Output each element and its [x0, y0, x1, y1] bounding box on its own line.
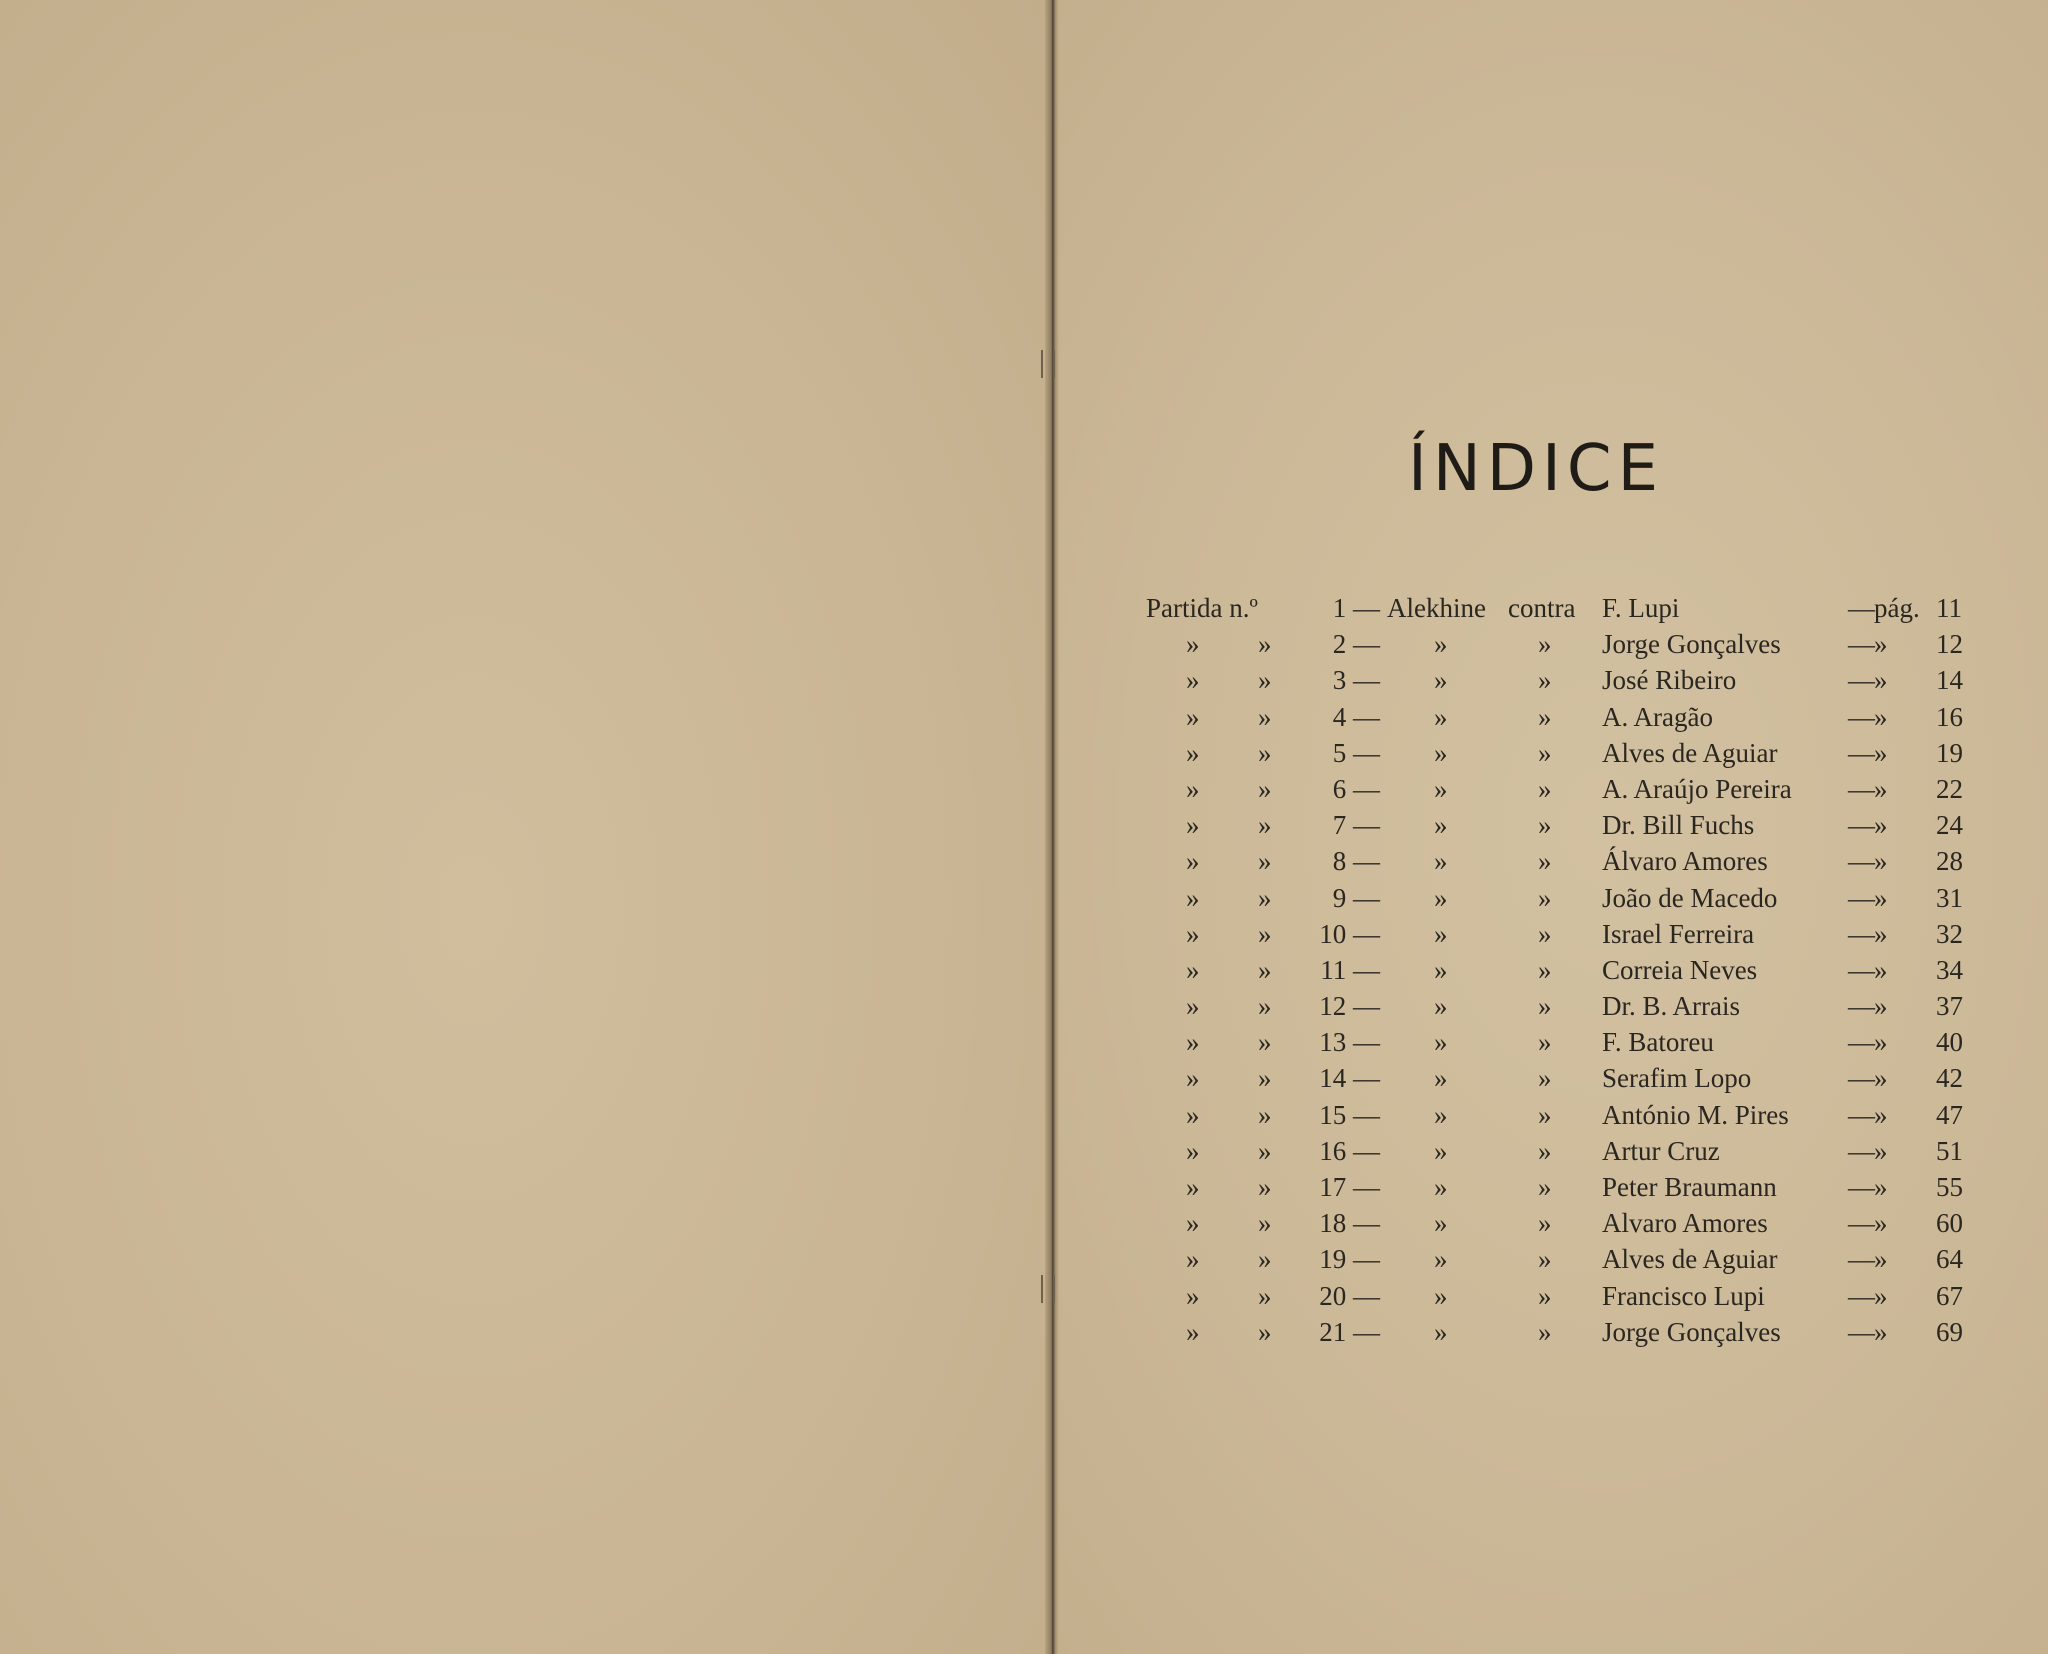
toc-game-number: 20 — [1319, 1280, 1380, 1311]
toc-ditto-mark: » [1186, 954, 1200, 985]
toc-ditto-mark: » [1434, 1172, 1448, 1202]
toc-page-number: 19 [1936, 737, 1963, 768]
toc-opponent-name: Serafim Lopo [1602, 1063, 1752, 1094]
toc-ditto-mark: » [1434, 1063, 1448, 1094]
toc-ditto-mark: » [1874, 846, 1888, 877]
toc-opponent-name: Artur Cruz [1602, 1135, 1720, 1166]
toc-page-number: 14 [1936, 665, 1963, 696]
toc-dash: — [1848, 810, 1875, 841]
toc-ditto-mark: » [1434, 737, 1448, 768]
toc-game-number: 21 — [1319, 1316, 1380, 1347]
toc-ditto-mark: » [1538, 954, 1552, 985]
toc-ditto-mark: » [1434, 1135, 1448, 1166]
toc-game-number: 7 — [1332, 810, 1380, 841]
toc-page-number: 34 [1936, 954, 1963, 985]
toc-ditto-mark: » [1186, 1316, 1200, 1347]
toc-ditto-mark: » [1434, 1099, 1448, 1130]
toc-ditto-mark: » [1874, 1172, 1888, 1202]
toc-dash: — [1848, 593, 1875, 623]
toc-ditto-mark: » [1538, 918, 1552, 949]
toc-page-number: 16 [1936, 701, 1963, 732]
toc-page-number: 37 [1936, 991, 1963, 1022]
toc-contra-label: contra [1508, 593, 1576, 623]
toc-ditto-mark: » [1538, 773, 1552, 804]
toc-dash: — [1848, 1135, 1875, 1166]
toc-ditto-mark: » [1538, 1316, 1552, 1347]
toc-opponent-name: Álvaro Amores [1602, 846, 1768, 877]
toc-ditto-mark: » [1186, 810, 1200, 841]
toc-ditto-mark: » [1538, 701, 1552, 732]
toc-game-number: 17 — [1319, 1172, 1380, 1202]
toc-ditto-mark: » [1186, 665, 1200, 696]
toc-ditto-mark: » [1258, 701, 1272, 732]
toc-ditto-mark: » [1434, 1316, 1448, 1347]
toc-opponent-name: F. Lupi [1602, 593, 1680, 623]
toc-opponent-name: Dr. Bill Fuchs [1602, 810, 1755, 841]
toc-ditto-mark: » [1186, 882, 1200, 913]
toc-ditto-mark: » [1186, 1172, 1200, 1202]
toc-game-number: 9 — [1332, 882, 1380, 913]
toc-ditto-mark: » [1258, 665, 1272, 696]
toc-page-number: 55 [1936, 1172, 1963, 1202]
toc-ditto-mark: » [1538, 1172, 1552, 1202]
page-title: ÍNDICE [1408, 432, 1665, 506]
toc-opponent-name: Israel Ferreira [1602, 918, 1755, 949]
toc-dash: — [1848, 665, 1875, 696]
toc-dash: — [1848, 1208, 1875, 1239]
toc-ditto-mark: » [1874, 1063, 1888, 1094]
toc-page-number: 42 [1936, 1063, 1963, 1094]
toc-game-number: 18 — [1319, 1208, 1380, 1239]
toc-ditto-mark: » [1258, 1099, 1272, 1130]
toc-ditto-mark: » [1186, 1208, 1200, 1239]
toc-dash: — [1848, 882, 1875, 913]
toc-page-number: 32 [1936, 918, 1963, 949]
toc-page-number: 60 [1936, 1208, 1963, 1239]
toc-ditto-mark: » [1186, 1135, 1200, 1166]
toc-ditto-mark: » [1538, 810, 1552, 841]
toc-ditto-mark: » [1874, 991, 1888, 1022]
toc-ditto-mark: » [1538, 846, 1552, 877]
toc-ditto-mark: » [1538, 1208, 1552, 1239]
toc-opponent-name: José Ribeiro [1602, 665, 1737, 696]
toc-ditto-mark: » [1258, 846, 1272, 877]
toc-page-number: 64 [1936, 1244, 1963, 1275]
toc-dash: — [1848, 1280, 1875, 1311]
toc-ditto-mark: » [1538, 1280, 1552, 1311]
toc-ditto-mark: » [1258, 629, 1272, 660]
toc-ditto-mark: » [1874, 1280, 1888, 1311]
toc-ditto-mark: » [1538, 1063, 1552, 1094]
toc-dash: — [1848, 629, 1875, 660]
toc-game-number: 14 — [1319, 1063, 1380, 1094]
toc-ditto-mark: » [1186, 629, 1200, 660]
toc-page-number: 28 [1936, 846, 1963, 877]
toc-ditto-mark: » [1874, 1099, 1888, 1130]
toc-dash: — [1848, 846, 1875, 877]
toc-ditto-mark: » [1258, 991, 1272, 1022]
toc-page-number: 22 [1936, 773, 1963, 804]
toc-ditto-mark: » [1258, 918, 1272, 949]
toc-ditto-mark: » [1186, 1280, 1200, 1311]
toc-ditto-mark: » [1874, 1135, 1888, 1166]
toc-dash: — [1848, 1244, 1875, 1275]
toc-ditto-mark: » [1258, 810, 1272, 841]
toc-ditto-mark: » [1186, 846, 1200, 877]
toc-ditto-mark: » [1258, 1208, 1272, 1239]
toc-ditto-mark: » [1434, 1280, 1448, 1311]
toc-dash: — [1848, 1316, 1875, 1347]
toc-dash: — [1848, 991, 1875, 1022]
binding-stitch [1041, 1275, 1055, 1303]
toc-ditto-mark: » [1258, 1135, 1272, 1166]
toc-opponent-name: António M. Pires [1602, 1099, 1789, 1130]
toc-page-number: 47 [1936, 1099, 1963, 1130]
toc-opponent-name: Jorge Gonçalves [1602, 629, 1781, 660]
toc-ditto-mark: » [1258, 773, 1272, 804]
toc-dash: — [1848, 1063, 1875, 1094]
toc-ditto-mark: » [1874, 737, 1888, 768]
toc-page-number: 12 [1936, 629, 1963, 660]
toc-ditto-mark: » [1874, 1208, 1888, 1239]
toc-page-number: 67 [1936, 1280, 1963, 1311]
toc-ditto-mark: » [1258, 1027, 1272, 1058]
toc-game-number: 11 — [1320, 954, 1380, 985]
toc-dash: — [1848, 701, 1875, 732]
toc-ditto-mark: » [1258, 1280, 1272, 1311]
toc-ditto-mark: » [1258, 954, 1272, 985]
toc-opponent-name: Peter Braumann [1602, 1172, 1777, 1202]
toc-game-number: 13 — [1319, 1027, 1380, 1058]
toc-dash: — [1848, 1099, 1875, 1130]
toc-ditto-mark: » [1186, 918, 1200, 949]
toc-ditto-mark: » [1186, 1244, 1200, 1275]
toc-dash: — [1848, 954, 1875, 985]
toc-partida-label: Partida n.º [1146, 593, 1258, 623]
toc-dash: — [1848, 1172, 1875, 1202]
toc-game-number: 19 — [1319, 1244, 1380, 1275]
toc-ditto-mark: » [1874, 882, 1888, 913]
toc-opponent-name: A. Aragão [1602, 701, 1713, 732]
toc-opponent-name: Dr. B. Arrais [1602, 991, 1740, 1022]
toc-page-number: 24 [1936, 810, 1963, 841]
toc-page-number: 11 [1936, 593, 1962, 623]
toc-page-label: pág. [1874, 593, 1920, 623]
toc-opponent-name: Correia Neves [1602, 954, 1758, 985]
toc-game-number: 8 — [1332, 846, 1380, 877]
toc-opponent-name: Francisco Lupi [1602, 1280, 1765, 1311]
toc-ditto-mark: » [1538, 1244, 1552, 1275]
toc-ditto-mark: » [1434, 882, 1448, 913]
toc-ditto-mark: » [1874, 1027, 1888, 1058]
toc-ditto-mark: » [1186, 773, 1200, 804]
toc-ditto-mark: » [1538, 991, 1552, 1022]
toc-ditto-mark: » [1258, 1316, 1272, 1347]
toc-opponent-name: Alves de Aguiar [1602, 1244, 1778, 1275]
toc-ditto-mark: » [1258, 1244, 1272, 1275]
toc-opponent-name: Jorge Gonçalves [1602, 1316, 1781, 1347]
toc-ditto-mark: » [1874, 629, 1888, 660]
toc-game-number: 4 — [1332, 701, 1380, 732]
toc-game-number: 3 — [1332, 665, 1380, 696]
toc-opponent-name: A. Araújo Pereira [1602, 773, 1792, 804]
toc-ditto-mark: » [1434, 1244, 1448, 1275]
toc-page-number: 40 [1936, 1027, 1963, 1058]
toc-ditto-mark: » [1186, 991, 1200, 1022]
toc-ditto-mark: » [1874, 701, 1888, 732]
toc-ditto-mark: » [1434, 918, 1448, 949]
toc-opponent-name: Alves de Aguiar [1602, 737, 1778, 768]
toc-ditto-mark: » [1258, 737, 1272, 768]
toc-ditto-mark: » [1874, 1244, 1888, 1275]
toc-ditto-mark: » [1186, 1099, 1200, 1130]
toc-game-number: 16 — [1319, 1135, 1380, 1166]
toc-ditto-mark: » [1258, 882, 1272, 913]
toc-ditto-mark: » [1434, 1208, 1448, 1239]
toc-page-number: 31 [1936, 882, 1963, 913]
toc-ditto-mark: » [1538, 882, 1552, 913]
toc-ditto-mark: » [1434, 665, 1448, 696]
toc-dash: — [1848, 918, 1875, 949]
toc-game-number: 1 — [1332, 593, 1380, 623]
toc-opponent-name: F. Batoreu [1602, 1027, 1714, 1058]
toc-ditto-mark: » [1434, 954, 1448, 985]
toc-ditto-mark: » [1538, 629, 1552, 660]
toc-ditto-mark: » [1186, 1027, 1200, 1058]
toc-ditto-mark: » [1434, 991, 1448, 1022]
toc-game-number: 10 — [1319, 918, 1380, 949]
toc-dash: — [1848, 773, 1875, 804]
toc-opponent-name: João de Macedo [1602, 882, 1778, 913]
toc-ditto-mark: » [1434, 810, 1448, 841]
book-gutter [1045, 0, 1059, 1654]
toc-dash: — [1848, 1027, 1875, 1058]
toc-ditto-mark: » [1874, 773, 1888, 804]
toc-ditto-mark: » [1434, 1027, 1448, 1058]
toc-ditto-mark: » [1538, 1135, 1552, 1166]
toc-ditto-mark: » [1538, 737, 1552, 768]
toc-ditto-mark: » [1258, 1172, 1272, 1202]
toc-ditto-mark: » [1186, 737, 1200, 768]
toc-ditto-mark: » [1538, 1027, 1552, 1058]
toc-ditto-mark: » [1538, 1099, 1552, 1130]
toc-game-number: 2 — [1332, 629, 1380, 660]
toc-ditto-mark: » [1874, 665, 1888, 696]
toc-ditto-mark: » [1434, 629, 1448, 660]
toc-ditto-mark: » [1186, 1063, 1200, 1094]
toc-ditto-mark: » [1434, 701, 1448, 732]
toc-page-number: 69 [1936, 1316, 1963, 1347]
toc-ditto-mark: » [1434, 773, 1448, 804]
toc-game-number: 12 — [1319, 991, 1380, 1022]
toc-dash: — [1848, 737, 1875, 768]
toc-ditto-mark: » [1258, 1063, 1272, 1094]
toc-page-number: 51 [1936, 1135, 1963, 1166]
toc-ditto-mark: » [1434, 846, 1448, 877]
toc-ditto-mark: » [1874, 1316, 1888, 1347]
toc-ditto-mark: » [1538, 665, 1552, 696]
toc-game-number: 5 — [1332, 737, 1380, 768]
binding-stitch [1041, 350, 1055, 378]
toc-opponent-name: Alvaro Amores [1602, 1208, 1768, 1239]
toc-ditto-mark: » [1874, 810, 1888, 841]
toc-game-number: 6 — [1332, 773, 1380, 804]
toc-ditto-mark: » [1874, 954, 1888, 985]
toc-ditto-mark: » [1874, 918, 1888, 949]
toc-player-name: Alekhine [1387, 593, 1486, 623]
toc-ditto-mark: » [1186, 701, 1200, 732]
toc-game-number: 15 — [1319, 1099, 1380, 1130]
